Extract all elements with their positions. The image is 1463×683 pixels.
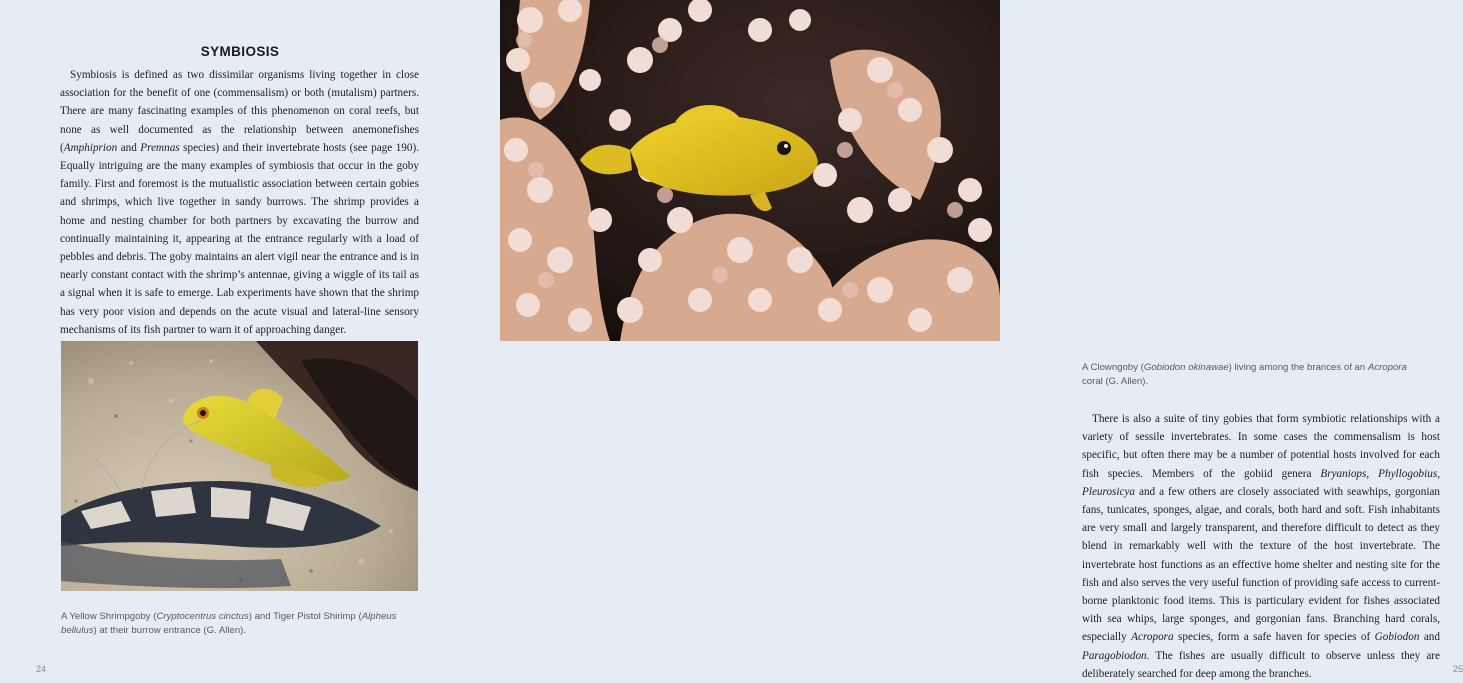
text-run: ) and Tiger Pistol Shirimp ( <box>248 611 362 622</box>
right-page <box>500 0 1463 682</box>
text-run: and a few others are closely associated with seawhips, gorgonian fans, tunicates, sponges, algae, and corals, both hard and soft. Fish inhabitants are very small and largely transparent, and therefore difficult to detect as they blend in remarkably well with the texture of the host invertebrate. The invertebrate host functions as an effective home shelter and nesting site for the fish and also serves the very useful function of providing safe access to current-borne planktonic food items. This is particulary evident for fishes associated with sea whips, large sponges, and gorgonian fans. Branching hard corals, especially <box>1082 485 1440 644</box>
italic-run: Bryaniops, Phyllogobius, Pleurosicya <box>1082 467 1440 498</box>
text-run: coral (G. Allen). <box>1082 376 1149 387</box>
left-body-paragraph <box>60 66 419 339</box>
page-number-right: 25 <box>1453 664 1463 674</box>
italic-run: Amphiprion <box>63 141 118 154</box>
text-run: A Yellow Shrimpgoby ( <box>61 611 157 622</box>
left-page <box>0 0 500 682</box>
section-heading: SYMBIOSIS <box>200 44 280 59</box>
text-run: and <box>1419 631 1440 644</box>
italic-run: Paragobiodon <box>1082 649 1147 662</box>
italic-run: Gobiodon <box>1374 631 1420 644</box>
shrimpgoby-photo <box>61 341 418 591</box>
italic-run: Cryptocentrus cinctus <box>156 611 249 622</box>
clowngoby-caption <box>1082 361 1412 389</box>
text-run: ) living among the brances of an <box>1228 362 1368 373</box>
text-run: A Clowngoby ( <box>1082 362 1144 373</box>
italic-run: Acropora <box>1131 631 1174 644</box>
text-run: and <box>117 141 141 154</box>
text-run: There is also a suite of tiny gobies that form symbiotic relationships with a variety of sessile invertebrates. In some cases the commensalism is host specific, but often there may be a number of potential hosts involved for each fish species. Members of the gobiid genera <box>1082 413 1440 480</box>
clowngoby-photo <box>500 0 1000 341</box>
page-number-left: 24 <box>36 664 47 674</box>
text-run: ) at their burrow entrance (G. Allen). <box>93 625 247 636</box>
text-run: Symbiosis is defined as two dissimilar organisms living together in close association for the benefit of one (commensalism) or both (mutalism) partners. There are many fascinating examples of this phenomenon on coral reefs, but none as well documented as the relationship between anemonefishes ( <box>60 69 419 154</box>
text-run: species, form a safe haven for species of <box>1173 631 1375 644</box>
italic-run: Gobiodon okinawae <box>1143 362 1229 373</box>
italic-run: Acropora <box>1367 362 1407 373</box>
right-body-paragraph <box>1082 410 1440 683</box>
text-run: species) and their invertebrate hosts (see page 190). Equally intriguing are the many examples of symbiosis that occur in the goby family. First and foremost is the mutualistic association between certain gobies and shrimps, which live together in sandy burrows. The shrimp provides a home and nesting chamber for both partners by excavating the burrow and continually maintaining it, appearing at the entrance regularly with a load of pebbles and debris. The goby maintains an alert vigil near the entrance and is in nearly constant contact with the shrimp’s antennae, giving a wiggle of its tail as a signal when it is safe to emerge. Lab experiments have shown that the shrimp has very poor vision and depends on the acute visual and lateral-line sensory mechanisms of its fish partner to warn it of approaching danger. <box>60 141 419 336</box>
italic-run: Alpheus bellulus <box>61 611 397 636</box>
shrimpgoby-caption <box>61 610 401 638</box>
text-run: . The fishes are usually difficult to observe unless they are deliberately searched for deep among the branches. <box>1082 649 1440 680</box>
italic-run: Premnas <box>140 141 180 154</box>
